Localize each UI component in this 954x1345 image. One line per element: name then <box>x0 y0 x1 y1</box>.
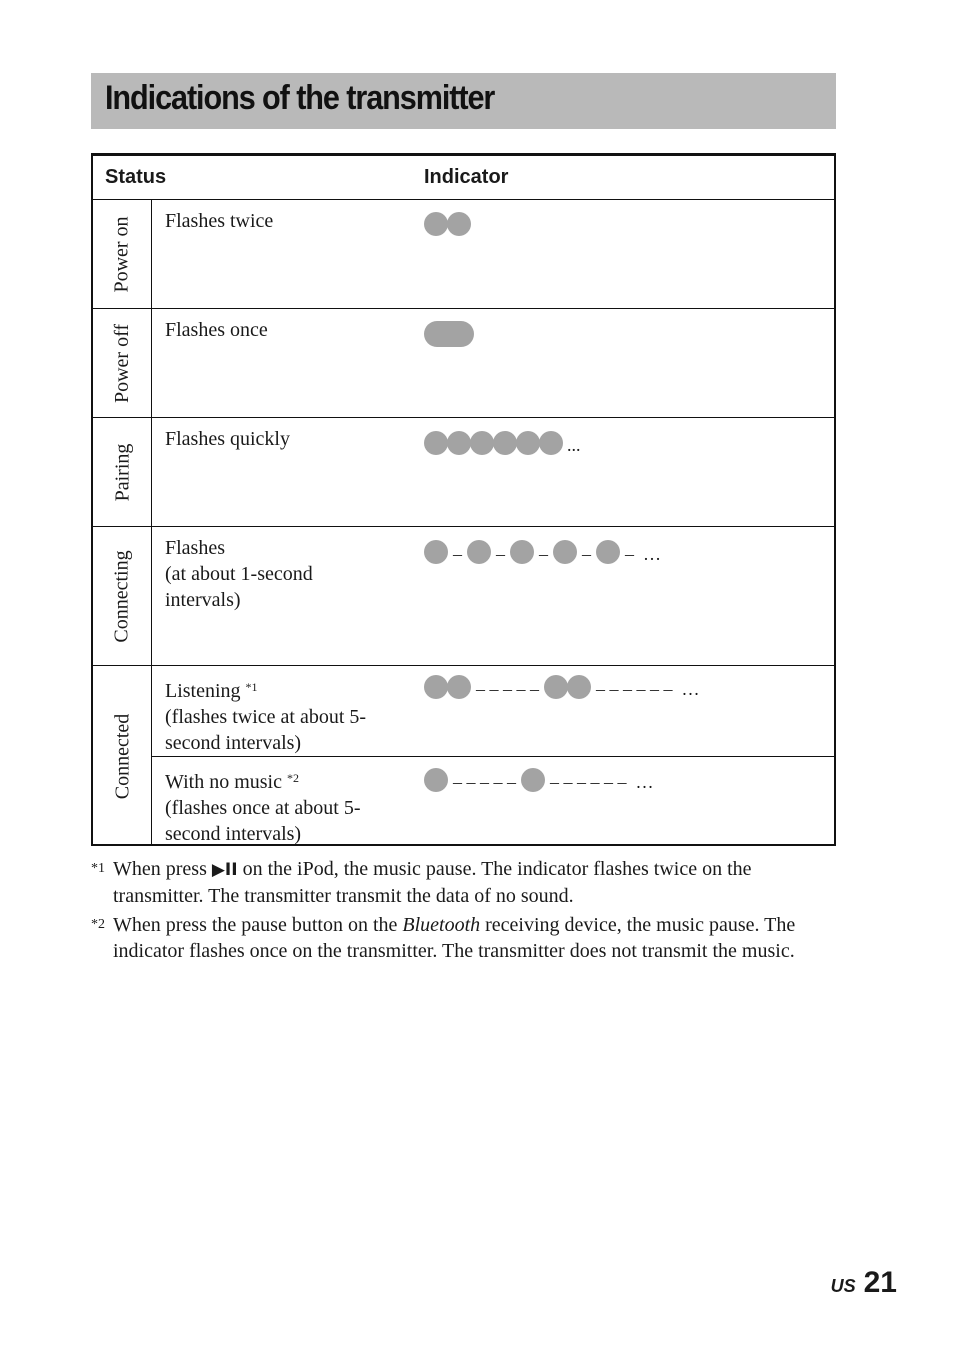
led-dot <box>447 675 471 699</box>
row-desc-no-music: With no music $^{*2}$ (flashes once at about 5- second intervals) <box>165 771 361 845</box>
play-pause-icon: ▶II <box>211 860 238 880</box>
row-divider <box>93 665 834 666</box>
page-title: Indications of the transmitter <box>105 79 495 117</box>
row-divider <box>93 308 834 309</box>
continuation: … <box>643 543 661 564</box>
indicator-pattern: – – – – – … <box>424 539 661 565</box>
led-dot <box>553 540 577 564</box>
indicator-pattern <box>424 430 581 456</box>
group-label-connecting: Connecting <box>111 549 133 643</box>
led-dot <box>521 768 545 792</box>
row-divider <box>93 199 834 200</box>
led-dot <box>567 675 591 699</box>
row-desc-listening: Listening $^{*1}$ (flashes twice at about 5- second intervals) <box>165 680 367 754</box>
indicator-pattern: – – – – – – – – – – – … <box>424 674 700 700</box>
continuation: … <box>635 771 654 792</box>
led-dot <box>510 540 534 564</box>
subrow-divider <box>152 756 834 757</box>
continuation: … <box>681 678 700 699</box>
led-dot <box>424 768 448 792</box>
footnote-2: *2 When press the pause button on the Bluetooth receiving device, the music pause. The indicator flashes once on the transmitter. The transmitter does not transmit the music. <box>91 914 796 962</box>
led-dot <box>539 431 563 455</box>
led-dot <box>424 540 448 564</box>
row-desc: Flashes twice <box>165 210 274 232</box>
led-dot <box>544 675 568 699</box>
indicator-table <box>91 153 836 846</box>
led-dot <box>493 431 517 455</box>
group-label-pairing: Pairing <box>111 443 133 501</box>
row-desc: Flashes (at about 1-second intervals) <box>165 537 313 611</box>
led-long <box>424 321 474 347</box>
header-indicator: Indicator <box>424 166 509 188</box>
led-dot <box>470 431 494 455</box>
led-dot <box>516 431 540 455</box>
indicator-pattern <box>424 211 471 237</box>
led-dot <box>447 431 471 455</box>
led-dot <box>447 212 471 236</box>
led-dot <box>596 540 620 564</box>
indicator-pattern: – – – – – – – – – – – … <box>424 767 654 793</box>
footnote-1: *1 When press ▶II on the iPod, the music pause. The indicator flashes twice on the transmitter. The transmitter transmit the data of no sound. <box>91 858 752 907</box>
row-divider <box>93 526 834 527</box>
led-dot <box>467 540 491 564</box>
indicator-pattern <box>424 321 474 347</box>
row-divider <box>93 417 834 418</box>
title-bar <box>91 73 836 129</box>
row-desc: Flashes once <box>165 319 268 341</box>
led-dot <box>424 675 448 699</box>
group-label-power-on: Power on <box>111 215 134 293</box>
row-desc: Flashes quickly <box>165 428 290 450</box>
page-number: US 21 <box>830 1266 897 1299</box>
header-status: Status <box>105 166 167 188</box>
group-label-power-off: Power off <box>111 323 133 403</box>
continuation: ... <box>567 434 581 455</box>
led-dot <box>424 431 448 455</box>
led-dot <box>424 212 448 236</box>
group-label-connected: Connected <box>111 713 133 800</box>
